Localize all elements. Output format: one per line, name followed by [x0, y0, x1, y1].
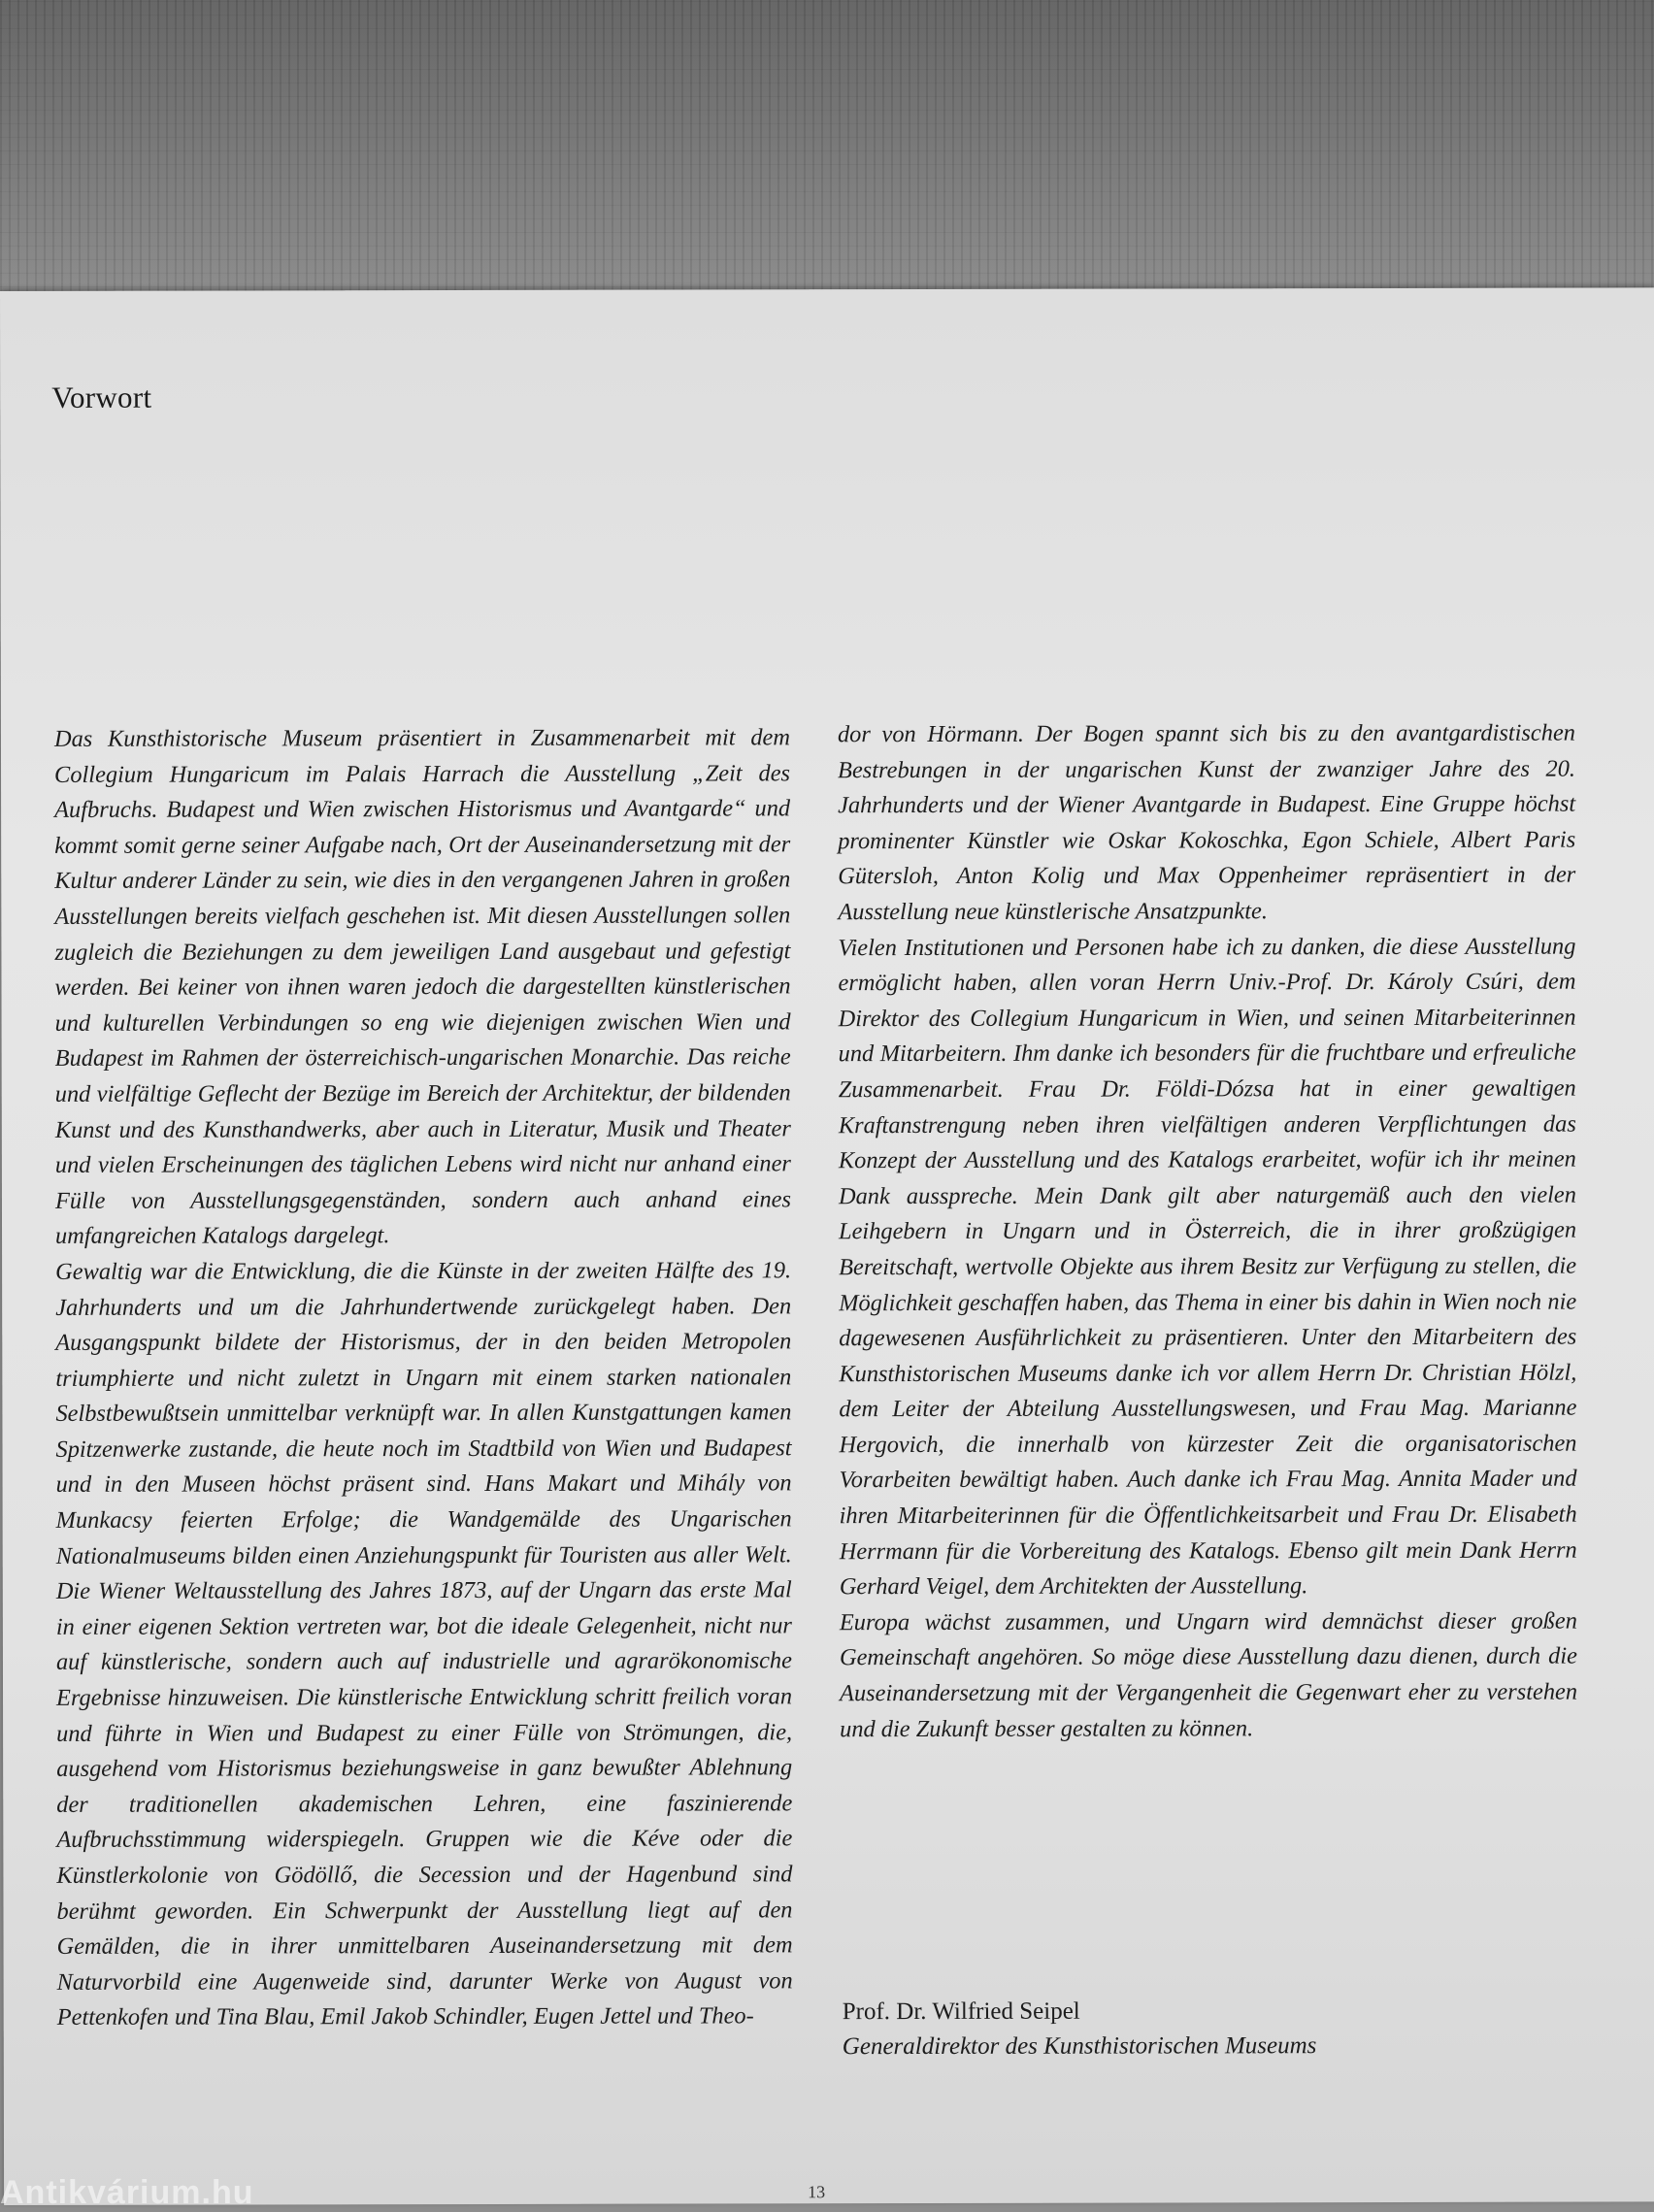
paragraph: Das Kunsthistorische Museum präsentiert in Zusammenarbeit mit dem Collegium Hungaricum im Palais Harrach die Ausstellung „Zeit des Aufbruchs. Budapest und Wien zwischen Historismus und Avantgarde“ und kommt somit gerne seiner Aufgabe nach, Ort der Auseinandersetzung mit der Kultur anderer Länder zu sein, wie dies in den vergangenen Jahren in großen Ausstellungen bereits vielfach geschehen ist. Mit diesen Ausstellungen sollen zugleich die Beziehungen zu dem jeweiligen Land ausgebaut und gefestigt werden. Bei keiner von ihnen waren jedoch die dargestellten künstlerischen und kulturellen Verbindungen so eng wie diejenigen zwischen Wien und Budapest im Rahmen der österreichisch-ungarischen Monarchie. Das reiche und vielfältige Geflecht der Bezüge im Bereich der Architektur, der bildenden Kunst und des Kunsthandwerks, aber auch in Literatur, Musik und Theater und vielen Erscheinungen des täglichen Lebens wird nicht nur anhand einer Fülle von Ausstellungsgegenständen, sondern auch anhand eines umfangreichen Katalogs dargelegt.	[53, 724, 791, 1250]
paragraph: Europa wächst zusammen, und Ungarn wird demnächst dieser großen Gemeinschaft angehören. So möge diese Ausstellung dazu dienen, durch die Auseinandersetzung mit der Vergangenheit die Gegenwart eher zu verstehen und die Zukunft besser gestalten zu können.	[839, 1607, 1578, 1742]
paragraph: dor von Hörmann. Der Bogen spannt sich bis zu den avantgardistischen Bestrebungen in der ungarischen Kunst der zwanziger Jahre des 20. Jahrhunderts und der Wiener Avantgarde in Budapest. Eine Gruppe höchst prominenter Künstler wie Oskar Kokoschka, Egon Schiele, Albert Paris Gütersloh, Anton Kolig und Max Oppenheimer repräsentiert in der Ausstellung neue künstlerische Ansatzpunkte.	[837, 719, 1576, 926]
signature-block	[843, 1994, 1317, 2064]
page-heading: Vorwort	[51, 380, 152, 414]
left-text-column	[54, 720, 793, 2036]
page-number: 13	[808, 2182, 826, 2202]
paragraph: Vielen Institutionen und Personen habe ich zu danken, die diese Ausstellung ermöglicht haben, allen voran Herrn Univ.-Prof. Dr. Károly Csúri, dem Direktor des Collegium Hungaricum in Wien, und seinen Mitarbeiterinnen und Mitarbeitern. Ihm danke ich besonders für die fruchtbare und erfreuliche Zusammenarbeit. Frau Dr. Földi-Dózsa hat in einer gewaltigen Kraftanstrengung neben ihren vielfältigen anderen Verpflichtungen das Konzept der Ausstellung und des Katalogs erarbeitet, wofür ich ihr meinen Dank ausspreche. Mein Dank gilt aber naturgemäß auch den vielen Leihgebern in Ungarn und in Österreich, die in ihrer großzügigen Bereitschaft, wertvolle Objekte aus ihrem Besitz zur Verfügung zu stellen, die Möglichkeit geschaffen haben, das Thema in einer bis dahin in Wien noch nie dagewesenen Ausführlichkeit zu präsentieren. Unter den Mitarbeitern des Kunsthistorischen Museums danke ich vor allem Herrn Dr. Christian Hölzl, dem Leiter der Abteilung Ausstellungswesen, und Frau Mag. Marianne Hergovich, die innerhalb von kürzester Zeit die organisatorischen Vorarbeiten bewältigt haben. Auch danke ich Frau Mag. Annita Mader und ihren Mitarbeiterinnen für die Öffentlichkeitsarbeit und Frau Dr. Elisabeth Herrmann für die Vorbereitung des Katalogs. Ebenso gilt mein Dank Herrn Gerhard Veigel, dem Architekten der Ausstellung.	[838, 933, 1577, 1601]
signature-title: Generaldirektor des Kunsthistorischen Museums	[842, 2032, 1317, 2061]
signature-name: Prof. Dr. Wilfried Seipel	[842, 1997, 1080, 2026]
paragraph: Gewaltig war die Entwicklung, die die Künste in der zweiten Hälfte des 19. Jahrhunderts und um die Jahrhundertwende zurückgelegt haben. Den Ausgangspunkt bildete der Historismus, der in den beiden Metropolen triumphierte und nicht zuletzt in Ungarn mit einem starken nationalen Selbstbewußtsein unmittelbar verknüpft war. In allen Kunstgattungen kamen Spitzenwerke zustande, die heute noch im Stadtbild von Wien und Budapest und in den Museen höchst präsent sind. Hans Makart und Mihály von Munkacsy feierten Erfolge; die Wandgemälde des Ungarischen Nationalmuseums bilden einen Anziehungspunkt für Touristen aus aller Welt. Die Wiener Weltausstellung des Jahres 1873, auf der Ungarn das erste Mal in einer eigenen Sektion vertreten war, bot die ideale Gelegenheit, nicht nur auf künstlerische, sondern auch auf industrielle und agrarökonomische Ergebnisse hinzuweisen. Die künstlerische Entwicklung schritt freilich voran und führte in Wien und Budapest zu einer Fülle von Strömungen, die, ausgehend vom Historismus beziehungsweise in ganz bewußter Ablehnung der traditionellen akademischen Lehren, eine faszinierende Aufbruchsstimmung widerspiegeln. Gruppen wie die Kéve oder die Künstlerkolonie von Gödöllő, die Secession und der Hagenbund sind berühmt geworden. Ein Schwerpunkt der Ausstellung liegt auf den Gemälden, die in ihrer unmittelbaren Auseinandersetzung mit dem Naturvorbild eine Augenweide sind, darunter Werke von August von Pettenkofen und Tina Blau, Emil Jakob Schindler, Eugen Jettel und Theo-	[55, 1257, 793, 2031]
table-background	[0, 0, 1654, 301]
right-text-column	[838, 716, 1577, 1748]
book-page	[0, 287, 1654, 2205]
watermark: Antikvárium.hu	[0, 2174, 254, 2211]
